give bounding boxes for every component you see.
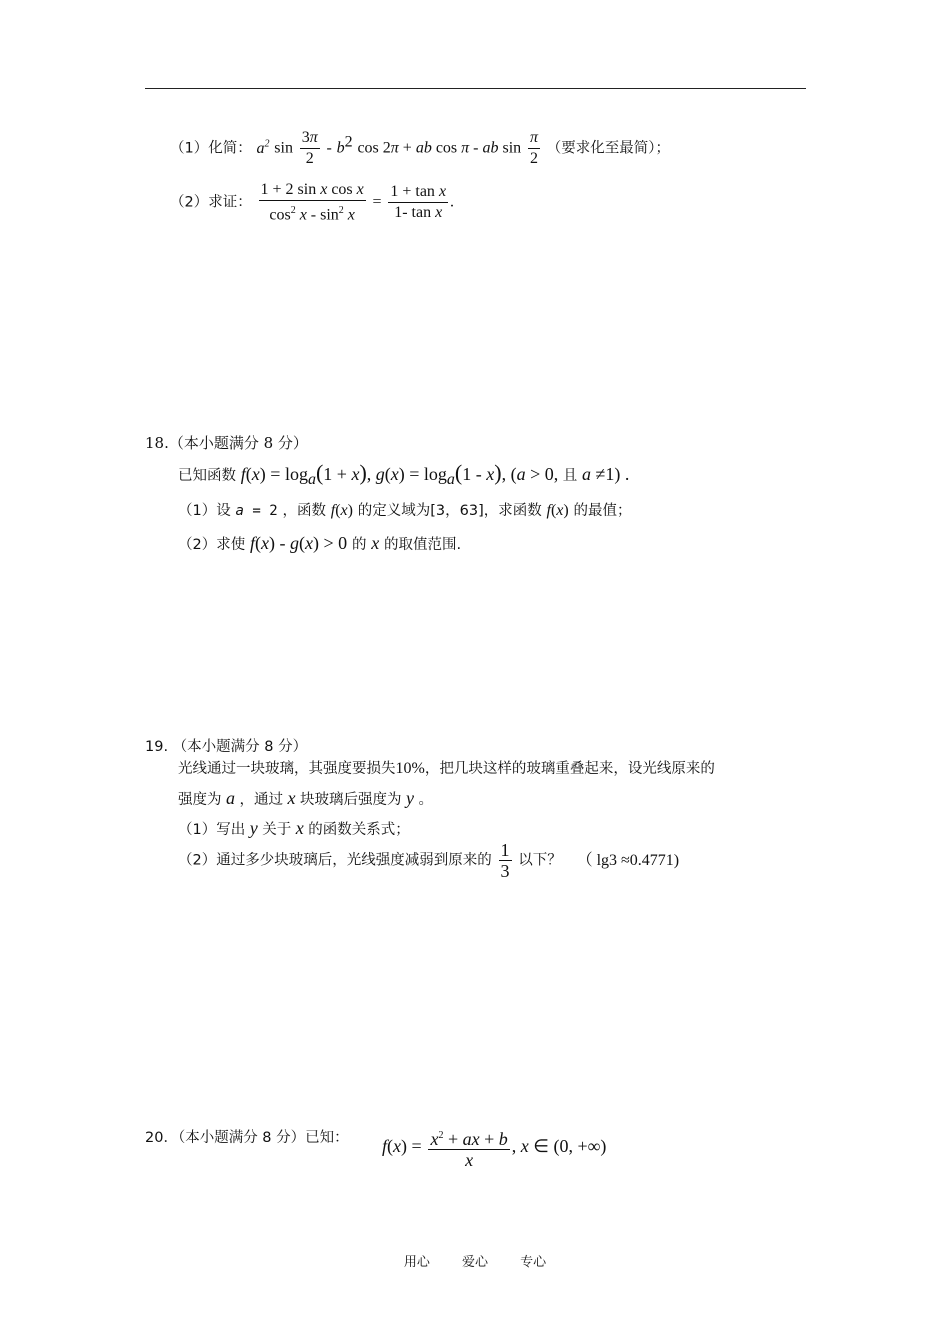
q20-fraction: $\frac{x^2 + ax + b}{x}$ — [428, 1126, 509, 1170]
q18-part2-text-c: 的取值范围. — [384, 537, 462, 553]
footer-item-3: 专心 — [520, 1255, 547, 1270]
q17-part1-suffix: （要求化至最简）； — [546, 140, 670, 157]
fraction-3pi-over-2: $\frac{3\pi}{2}$ — [301, 129, 318, 167]
q18-part2: （2）求使 f(x) - g(x) > 0 的 x 的取值范围. — [178, 533, 462, 553]
q17-expression: $a^2$ — [256, 138, 270, 157]
q18-part2-text-b: 的 — [351, 537, 367, 553]
q19-percent: 10% — [395, 760, 425, 777]
q19-line2-text-a: 强度为 — [178, 792, 222, 808]
q19-part2-text-a: （2）通过多少块玻璃后，光线强度减弱到原来的 — [178, 852, 492, 869]
page-footer — [0, 1251, 950, 1270]
q17-part1: （1）化简： $a^2$ sin $\frac{3\pi}{2}$ - $b^2$ cos 2π + ab cos π - ab sin $\frac{\pi}{2}$ （要求化至最简）； — [170, 129, 670, 167]
q17-part1-prefix: （1）化简： — [170, 140, 252, 157]
q19-line2-text-d: 。 — [418, 792, 433, 808]
q19-heading: 19. （本小题满分 8 分） — [145, 739, 308, 755]
q19-part2-text-b: 以下？ — [518, 852, 562, 869]
q18-part1-text-b: ，函数 — [282, 503, 326, 519]
q19-line1-text-a: 光线通过一块玻璃，其强度要损失 — [178, 761, 396, 777]
footer-item-2: 爱心 — [461, 1255, 488, 1270]
q17-part2-prefix: （2）求证： — [170, 194, 252, 211]
q19-hint: （ lg3 ≈0.4771) — [576, 851, 680, 869]
q18-part2-text-a: （2）求使 — [178, 537, 246, 553]
header-rule — [145, 88, 806, 89]
q19-part1-text-b: 关于 — [262, 822, 292, 838]
q17-rhs-fraction: $\frac{\text{1 + tan x}}{\text{1- tan x}}$ — [390, 183, 447, 222]
q18-part1-text-d: 的最值； — [573, 503, 632, 519]
q19-line1 — [178, 758, 715, 779]
q19-part2 — [178, 840, 679, 881]
q20-heading: 20．（本小题满分 8 分）已知： — [145, 1130, 349, 1146]
footer-item-1: 用心 — [403, 1255, 430, 1270]
q19-part1: （1）写出 y 关于 x 的函数关系式； — [178, 818, 410, 838]
q19-line2-text-b: ，通过 — [239, 792, 283, 808]
q19-line2-text-c: 块玻璃后强度为 — [300, 792, 402, 808]
q18-part1-text-c: 的定义域为[3，63]，求函数 — [357, 503, 542, 519]
q17-part2: （2）求证： $\frac{\text{1 + 2 sin x cos x}}{\cos^2 x - \sin^2 x}$ = $\frac{\text{1 + tan x}}{\text{1- tan x}}$ . — [170, 181, 455, 224]
q17-lhs-fraction: $\frac{\text{1 + 2 sin x cos x}}{\cos^2 x - \sin^2 x}$ — [260, 181, 364, 224]
fraction-pi-over-2: $\frac{\pi}{2}$ — [529, 129, 538, 167]
q18-given: 已知函数 $f(x) = \log_a(1 + x)$, $g(x) = \log_a(1 - x)$, (a > 0, 且 a ≠1) . — [178, 460, 630, 488]
q20-function: f(x) = $\frac{x^2 + ax + b}{x}$ , x ∈ (0, +∞) — [382, 1126, 606, 1170]
fraction-one-third: $\frac{1}{3}$ — [500, 840, 510, 881]
q18-given-prefix: 已知函数 — [178, 468, 236, 484]
q18-part1: （1）设 a = 2 ，函数 f(x) 的定义域为[3，63]，求函数 f(x) 的最值； — [178, 502, 632, 519]
q18-heading: 18.（本小题满分 8 分） — [145, 434, 308, 452]
q19-part1-text-a: （1）写出 — [178, 822, 246, 838]
q19-line1-text-b: ，把几块这样的玻璃重叠起来，设光线原来的 — [424, 761, 715, 777]
q19-line2: 强度为 a ，通过 x 块玻璃后强度为 y 。 — [178, 788, 433, 808]
q19-part1-text-c: 的函数关系式； — [308, 822, 410, 838]
q18-part1-text-a: （1）设 — [178, 503, 231, 519]
